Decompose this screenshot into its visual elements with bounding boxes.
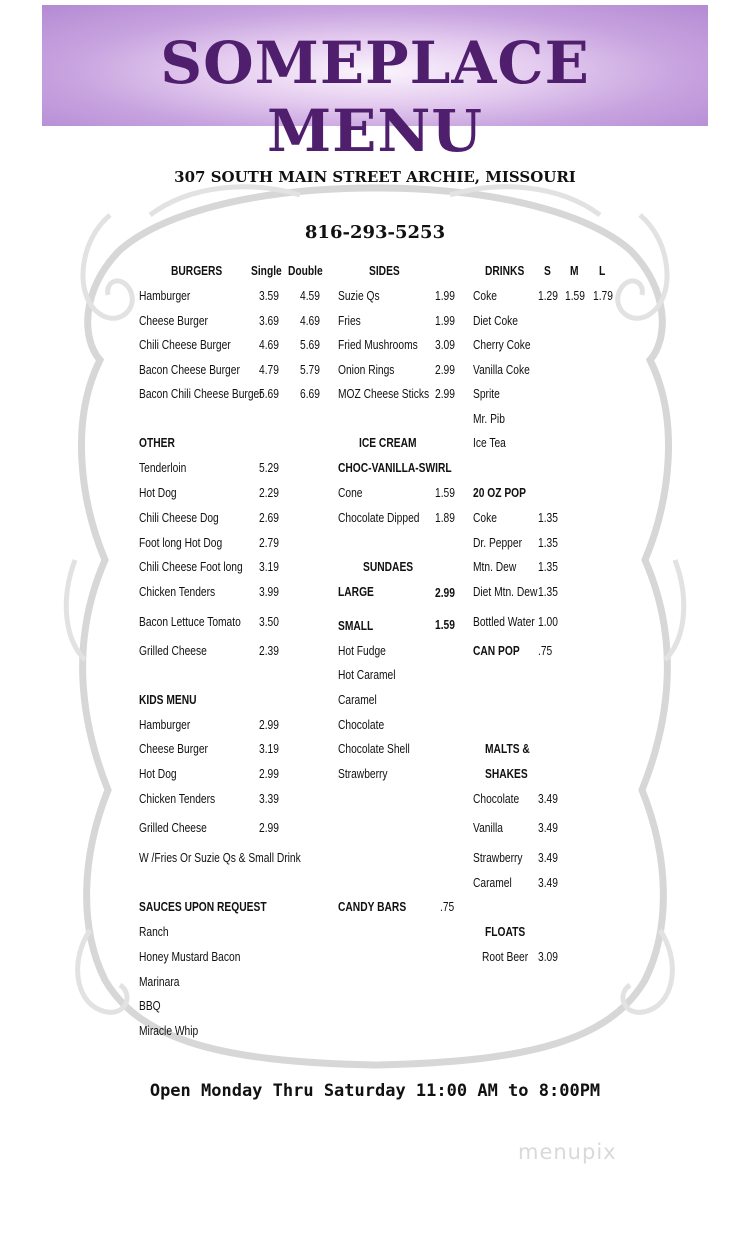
price: 2.29 <box>259 486 279 500</box>
price: 5.69 <box>259 387 279 401</box>
menu-item-name: Root Beer <box>482 950 529 964</box>
price: 3.49 <box>538 821 558 835</box>
price: 3.59 <box>259 289 279 303</box>
menu-item-name: Sprite <box>473 387 500 401</box>
can-pop-heading: CAN POP <box>473 644 520 658</box>
price: 2.69 <box>259 511 279 525</box>
price: 2.99 <box>259 821 279 835</box>
menu-item-name: Chicken Tenders <box>139 792 216 806</box>
price: 3.19 <box>259 742 279 756</box>
menu-item-name: Onion Rings <box>338 363 395 377</box>
menu-item-name: Bacon Chili Cheese Burger <box>139 387 263 401</box>
menu-item-name: Bacon Cheese Burger <box>139 363 240 377</box>
menu-item-name: Fried Mushrooms <box>338 338 418 352</box>
menu-item-name: Tenderloin <box>139 461 187 475</box>
menu-item-name: Hamburger <box>139 718 191 732</box>
sundaes-heading: SUNDAES <box>363 560 414 574</box>
price: 1.79 <box>593 289 613 303</box>
address: 307 SOUTH MAIN STREET ARCHIE, MISSOURI <box>174 168 576 186</box>
menu-item-name: Vanilla <box>473 821 504 835</box>
other-heading: OTHER <box>139 436 175 450</box>
menu-item-name: Mr. Pib <box>473 412 505 426</box>
price: 5.69 <box>300 338 320 352</box>
floats-heading: FLOATS <box>485 925 526 939</box>
menu-item-name: Hot Dog <box>139 486 177 500</box>
menu-item-name: Chicken Tenders <box>139 585 216 599</box>
topping-item: Hot Caramel <box>338 668 396 682</box>
menu-item-name: Bacon Lettuce Tomato <box>139 615 241 629</box>
price: .75 <box>538 644 553 658</box>
menu-item-name: Cheese Burger <box>139 742 208 756</box>
ice-cream-subheading: CHOC-VANILLA-SWIRL <box>338 461 452 475</box>
price: 6.69 <box>300 387 320 401</box>
price: 1.35 <box>538 536 558 550</box>
price: 2.79 <box>259 536 279 550</box>
burgers-double-header: Double <box>288 264 323 278</box>
price: 2.99 <box>435 586 455 600</box>
phone-number: 816-293-5253 <box>304 222 446 243</box>
drink-size-s: S <box>544 264 551 278</box>
price: 3.49 <box>538 792 558 806</box>
burgers-single-header: Single <box>251 264 282 278</box>
menu-item-name: Suzie Qs <box>338 289 380 303</box>
menu-item-name: Diet Coke <box>473 314 519 328</box>
menu-item-name: Hamburger <box>139 289 191 303</box>
price: 2.99 <box>435 387 455 401</box>
shakes-heading: SHAKES <box>485 767 528 781</box>
price: 1.35 <box>538 560 558 574</box>
menu-item-name: Chili Cheese Burger <box>139 338 231 352</box>
price: 3.99 <box>259 585 279 599</box>
price: 2.99 <box>435 363 455 377</box>
menu-item-name: Mtn. Dew <box>473 560 517 574</box>
topping-item: Strawberry <box>338 767 388 781</box>
sundae-size: LARGE <box>338 585 374 599</box>
menu-item-name: Grilled Cheese <box>139 644 207 658</box>
menu-item-name: Strawberry <box>473 851 523 865</box>
price: 1.59 <box>435 618 455 632</box>
burgers-heading: BURGERS <box>171 264 223 278</box>
price: 1.59 <box>435 486 455 500</box>
drink-size-l: L <box>599 264 606 278</box>
topping-item: Hot Fudge <box>338 644 386 658</box>
menu-item-name: Fries <box>338 314 361 328</box>
menu-title: SOMEPLACE MENU <box>160 29 590 165</box>
menu-item-name: Coke <box>473 511 497 525</box>
price: 3.50 <box>259 615 279 629</box>
price: 4.69 <box>259 338 279 352</box>
price: 1.35 <box>538 585 558 599</box>
menu-item-name: Grilled Cheese <box>139 821 207 835</box>
menu-item-name: Chocolate <box>473 792 520 806</box>
menu-item-name: Coke <box>473 289 497 303</box>
sauce-item: Marinara <box>139 975 180 989</box>
price: .75 <box>440 900 455 914</box>
sauce-item: Miracle Whip <box>139 1024 199 1038</box>
sauce-item: Ranch <box>139 925 169 939</box>
topping-item: Chocolate Shell <box>338 742 410 756</box>
menu-item-name: Bottled Water <box>473 615 535 629</box>
menu-item-name: Vanilla Coke <box>473 363 530 377</box>
menu-item-name: Dr. Pepper <box>473 536 523 550</box>
menu-item-name: MOZ Cheese Sticks <box>338 387 430 401</box>
malts-heading: MALTS & <box>485 742 530 756</box>
candy-bars-heading: CANDY BARS <box>338 900 407 914</box>
price: 3.49 <box>538 851 558 865</box>
price: 3.69 <box>259 314 279 328</box>
menu-item-name: Hot Dog <box>139 767 177 781</box>
sauce-item: Honey Mustard Bacon <box>139 950 241 964</box>
menu-item-name: Caramel <box>473 876 512 890</box>
price: 3.39 <box>259 792 279 806</box>
menu-item-name: Chili Cheese Dog <box>139 511 219 525</box>
topping-item: Caramel <box>338 693 377 707</box>
price: 4.79 <box>259 363 279 377</box>
price: 3.49 <box>538 876 558 890</box>
price: 1.35 <box>538 511 558 525</box>
topping-item: Chocolate <box>338 718 385 732</box>
menu-item-name: Diet Mtn. Dew <box>473 585 538 599</box>
price: 3.19 <box>259 560 279 574</box>
price: 3.09 <box>435 338 455 352</box>
menu-item-name: Ice Tea <box>473 436 506 450</box>
price: 4.69 <box>300 314 320 328</box>
watermark: menupix <box>518 1140 617 1164</box>
menu-item-name: Chili Cheese Foot long <box>139 560 243 574</box>
sauces-heading: SAUCES UPON REQUEST <box>139 900 267 914</box>
menu-item-name: Cone <box>338 486 363 500</box>
drinks-heading: DRINKS <box>485 264 525 278</box>
price: 1.00 <box>538 615 558 629</box>
price: 4.59 <box>300 289 320 303</box>
menu-item-name: Cherry Coke <box>473 338 531 352</box>
price: 2.99 <box>259 718 279 732</box>
kids-menu-note: W /Fries Or Suzie Qs & Small Drink <box>139 851 301 865</box>
menu-item-name: Chocolate Dipped <box>338 511 420 525</box>
sundae-size: SMALL <box>338 619 374 633</box>
price: 1.99 <box>435 289 455 303</box>
drink-size-m: M <box>570 264 579 278</box>
kids-menu-heading: KIDS MENU <box>139 693 197 707</box>
sides-heading: SIDES <box>369 264 400 278</box>
price: 5.79 <box>300 363 320 377</box>
sauce-item: BBQ <box>139 999 161 1013</box>
menu-item-name: Foot long Hot Dog <box>139 536 223 550</box>
menu-item-name: Cheese Burger <box>139 314 208 328</box>
price: 5.29 <box>259 461 279 475</box>
price: 2.99 <box>259 767 279 781</box>
price: 1.89 <box>435 511 455 525</box>
price: 1.29 <box>538 289 558 303</box>
price: 3.09 <box>538 950 558 964</box>
price: 1.59 <box>565 289 585 303</box>
pop-20oz-heading: 20 OZ POP <box>473 486 526 500</box>
price: 1.99 <box>435 314 455 328</box>
business-hours: Open Monday Thru Saturday 11:00 AM to 8:00PM <box>149 1081 601 1101</box>
ice-cream-heading: ICE CREAM <box>359 436 417 450</box>
price: 2.39 <box>259 644 279 658</box>
